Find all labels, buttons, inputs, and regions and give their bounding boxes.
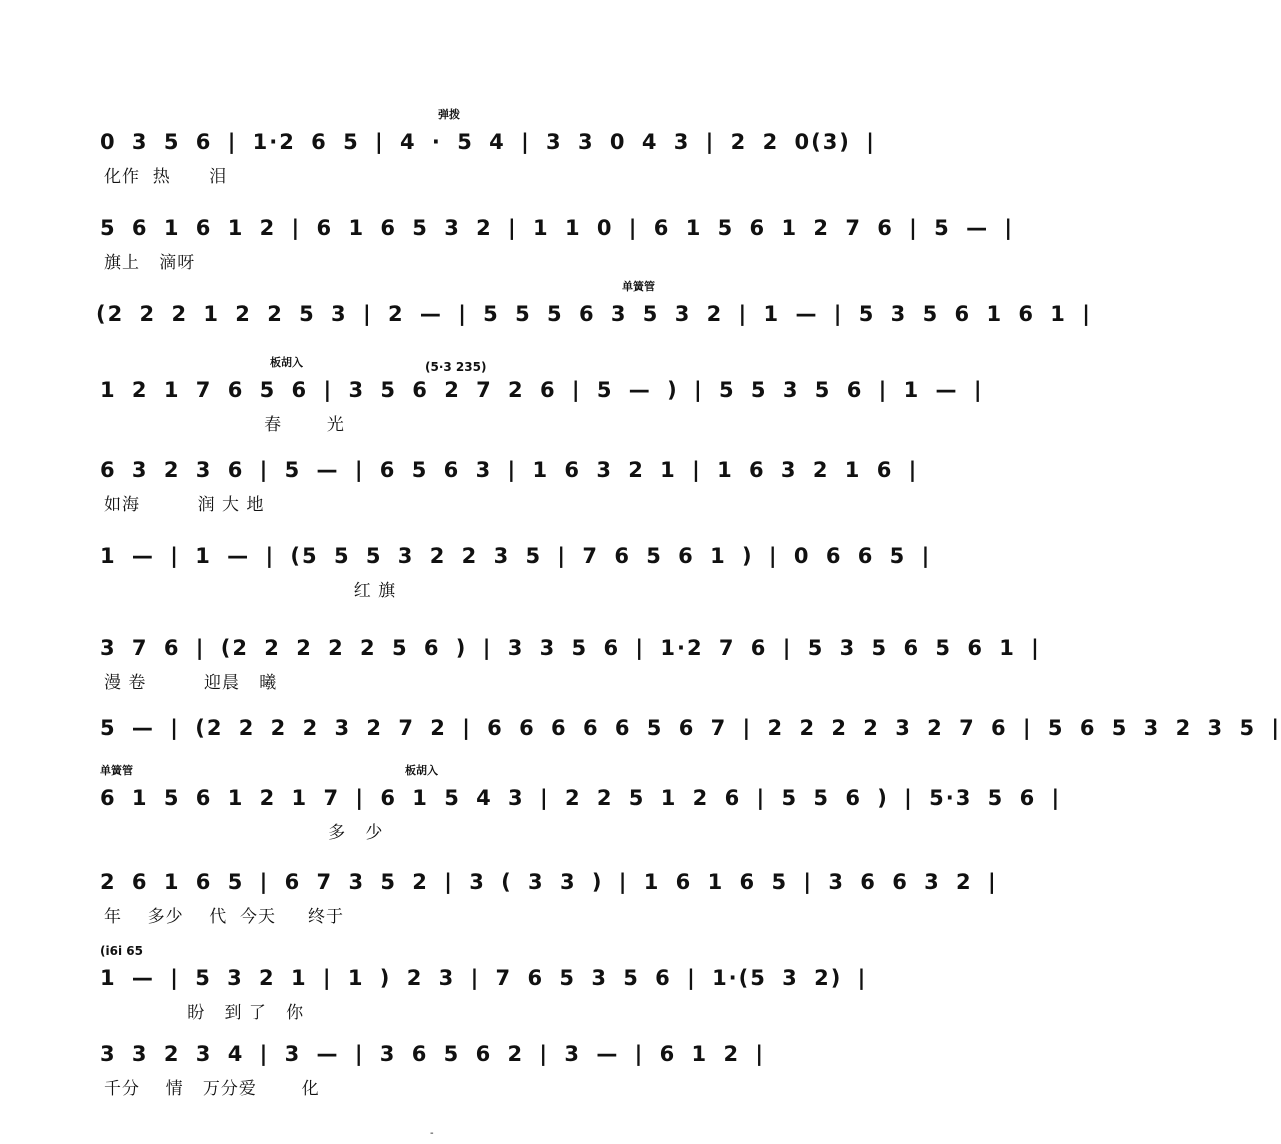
instrument-mark: 板胡入 bbox=[270, 356, 303, 369]
lyrics-line: 漫 卷 迎晨 曦 bbox=[104, 673, 278, 693]
notes-line: (2 2 2 1 2 2 5 3 | 2 — | 5 5 5 6 3 5 3 2 | 1 — | 5 3 5 6 1 6 1 | bbox=[96, 302, 1092, 326]
notes-line: 1 — | 1 — | (5 5 5 3 2 2 3 5 | 7 6 5 6 1 ) | 0 6 6 5 | bbox=[100, 544, 932, 568]
score-row-4 bbox=[0, 356, 984, 466]
instrument-mark: 单簧管 bbox=[622, 280, 655, 293]
instrument-mark: 板胡入 bbox=[405, 764, 438, 777]
lyrics-line: 旗上 滴呀 bbox=[104, 253, 196, 273]
lyrics-line: 如海 润 大 地 bbox=[104, 495, 265, 515]
notes-line: 1 2 1 7 6 5 6 | 3 5 6 2 7 2 6 | 5 — ) | 5 5 3 5 6 | 1 — | bbox=[100, 378, 984, 402]
lyrics-line: 年 多少 代 今天 终于 bbox=[104, 907, 345, 927]
lyrics-line: 千分 情 万分爱 化 bbox=[104, 1079, 320, 1099]
grace-notes: (5·3 235) bbox=[425, 360, 487, 374]
page-number: - bbox=[430, 1128, 434, 1139]
grace-notes: (i6i 65 bbox=[100, 944, 143, 958]
score-row-6 bbox=[0, 544, 932, 632]
notes-line: 0 3 5 6 | 1·2 6 5 | 4 · 5 4 | 3 3 0 4 3 | 2 2 0(3) | bbox=[100, 130, 876, 154]
score-row-5 bbox=[0, 458, 919, 546]
instrument-mark: 弹拨 bbox=[438, 108, 460, 121]
notes-line: 2 6 1 6 5 | 6 7 3 5 2 | 3 ( 3 3 ) | 1 6 1 6 5 | 3 6 6 3 2 | bbox=[100, 870, 998, 894]
score-row-9 bbox=[0, 764, 1062, 874]
score-row-2 bbox=[0, 216, 1015, 304]
notes-line: 3 3 2 3 4 | 3 — | 3 6 5 6 2 | 3 — | 6 1 2 | bbox=[100, 1042, 766, 1066]
notes-line: 6 3 2 3 6 | 5 — | 6 5 6 3 | 1 6 3 2 1 | 1 6 3 2 1 6 | bbox=[100, 458, 919, 482]
score-row-12 bbox=[0, 1042, 865, 1130]
lyrics-line: 春 光 bbox=[104, 415, 345, 435]
notes-line: 1 — | 5 3 2 1 | 1 ) 2 3 | 7 6 5 3 5 6 | 1·(5 3 2) | bbox=[100, 966, 868, 990]
notes-line: 6 1 5 6 1 2 1 7 | 6 1 5 4 3 | 2 2 5 1 2 6 | 5 5 6 ) | 5·3 5 6 | bbox=[100, 786, 1062, 810]
lyrics-line: 盼 到 了 你 bbox=[104, 1003, 305, 1023]
lyrics-line: 红 旗 bbox=[104, 581, 397, 601]
score-row-1 bbox=[0, 108, 876, 218]
notes-line: 3 7 6 | (2 2 2 2 2 5 6 ) | 3 3 5 6 | 1·2 7 6 | 5 3 5 6 5 6 1 | bbox=[100, 636, 1041, 660]
lyrics-line: 多 少 bbox=[104, 823, 384, 843]
score-row-11 bbox=[0, 944, 868, 1054]
instrument-mark: 单簧管 bbox=[100, 764, 133, 777]
lyrics-line: 化作 热 泪 bbox=[104, 167, 228, 187]
notes-line: 5 — | (2 2 2 2 3 2 7 2 | 6 6 6 6 6 5 6 7 | 2 2 2 2 3 2 7 6 | 5 6 5 3 2 3 5 | bbox=[100, 716, 1281, 740]
score-row-7 bbox=[0, 636, 1041, 724]
notes-line: 5 6 1 6 1 2 | 6 1 6 5 3 2 | 1 1 0 | 6 1 5 6 1 2 7 6 | 5 — | bbox=[100, 216, 1015, 240]
